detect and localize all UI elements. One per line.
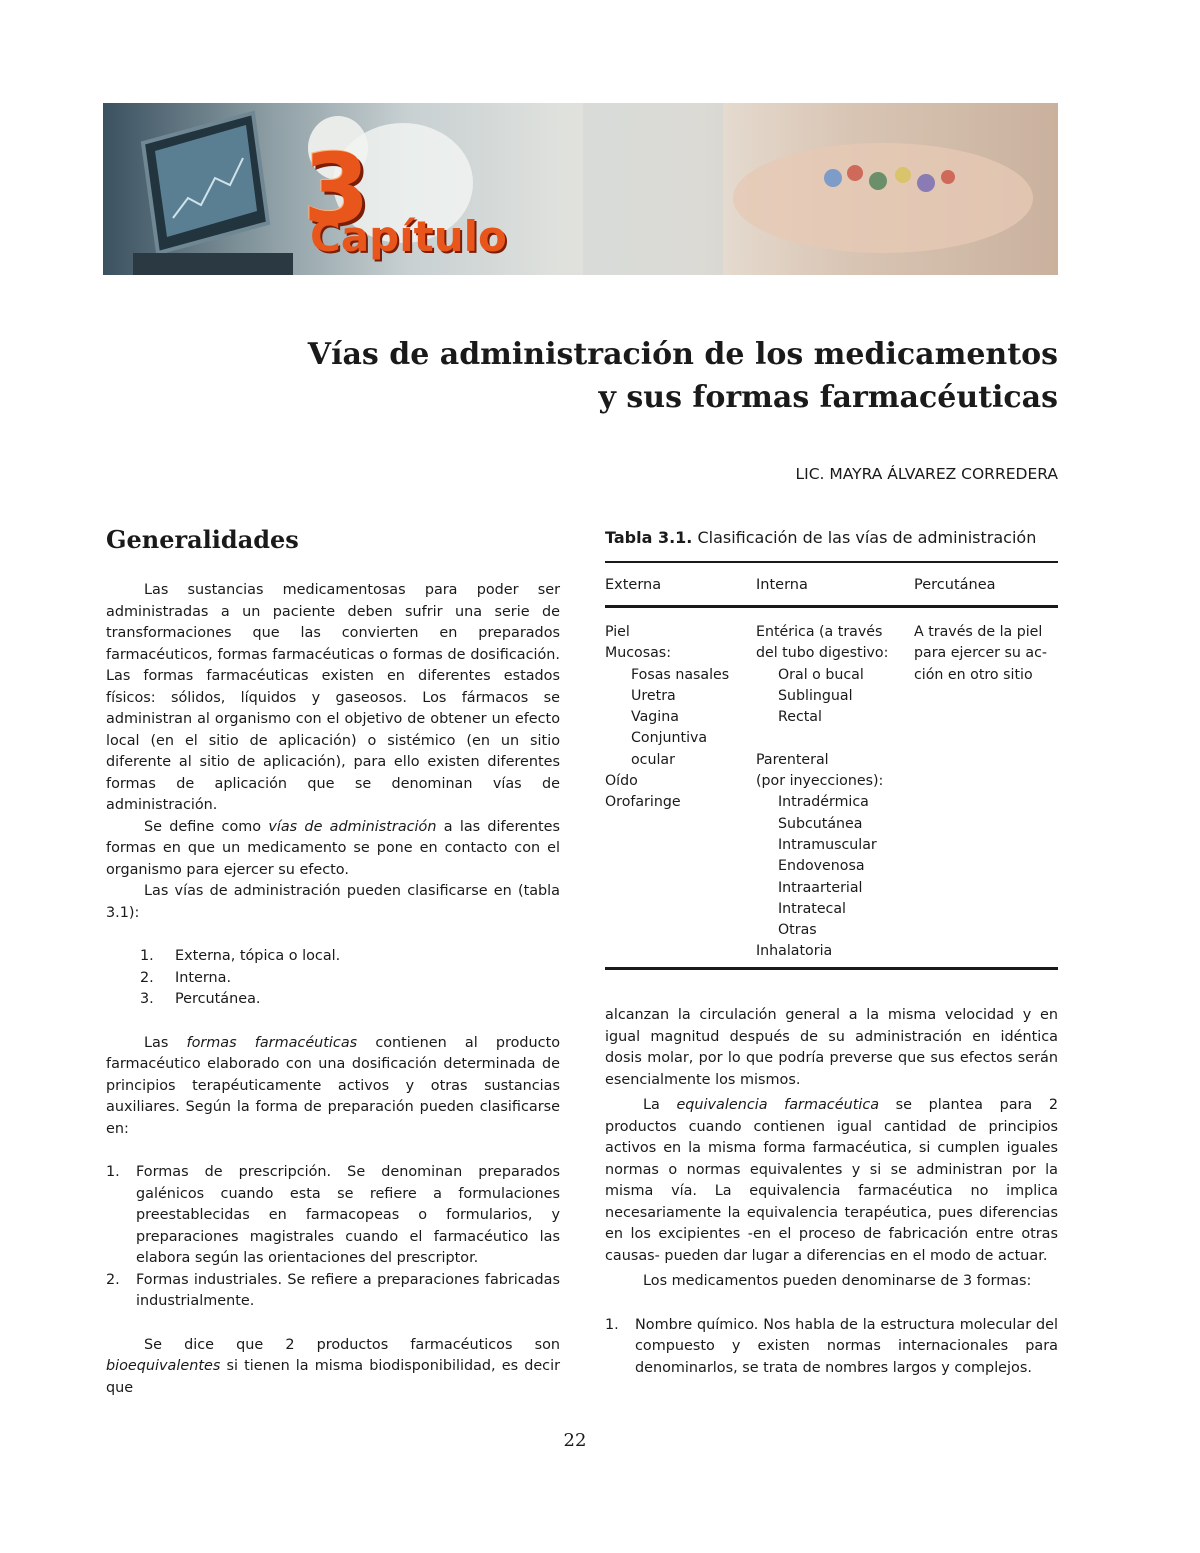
table-cell: Intradérmica — [778, 794, 869, 811]
table-cell: Intraarterial — [778, 879, 863, 896]
emphasis-text: formas farmacéuticas — [186, 1034, 358, 1051]
chapter-number: 3 — [303, 133, 370, 245]
paragraph — [106, 817, 560, 882]
paragraph: alcanzan la circulación general a la misma velocidad y en igual magnitud después de su administración en idéntica dosis molar, por lo que podría preverse que sus efectos serán esencialmente los mismos. — [605, 1007, 1058, 1088]
table-cell: Parenteral — [756, 751, 829, 768]
table-column-externa — [605, 622, 729, 814]
list-text: Externa, tópica o local. — [175, 948, 341, 964]
page-title — [308, 333, 1058, 419]
table-caption: Clasificación de las vías de administración — [697, 528, 1037, 547]
table-cell: Uretra — [631, 687, 676, 704]
list-text: Percutánea. — [175, 991, 261, 1007]
text-span: se plantea para 2 productos cuando contienen igual cantidad de principios activos en la misma forma farmacéutica, si cumplen iguales normas o normas equivalentes y si se administran por la misma vía. La equivalencia farmacéutica no implica necesariamente la equivalencia terapéutica, pues diferencias en los excipientes -en el proceso de fabricación entre otras causas- pueden dar lugar a diferencias en el modo de actuar. — [605, 1097, 1058, 1264]
table-header-rule — [605, 605, 1058, 608]
list-item — [140, 989, 560, 1011]
list-number: 2. — [140, 969, 154, 986]
emphasis-text: vías de administración — [268, 818, 437, 835]
author-name: LIC. MAYRA ÁLVAREZ CORREDERA — [795, 465, 1058, 483]
text-span: a las diferentes formas en que un medicamento se pone en contacto con el organismo para ejercer su efecto. — [106, 818, 561, 878]
routes-list — [106, 946, 560, 1011]
table-cell: ción en otro sitio — [914, 666, 1033, 683]
list-number: 2. — [106, 1271, 120, 1288]
paragraph: Las vías de administración pueden clasificarse en (tabla 3.1): — [106, 883, 560, 921]
list-text: Formas industriales. Se refiere a preparaciones fabricadas industrialmente. — [136, 1271, 560, 1309]
names-list — [605, 1315, 1058, 1380]
list-text: Interna. — [175, 969, 232, 986]
table-cell: del tubo digestivo: — [756, 645, 889, 662]
table-cell: Intramuscular — [778, 836, 877, 853]
text-span: Las — [144, 1034, 169, 1051]
table-cell: (por inyecciones): — [756, 773, 884, 790]
text-span: Se define como — [144, 818, 262, 835]
table-cell: Fosas nasales — [631, 666, 730, 683]
right-column — [605, 1005, 1058, 1379]
table-header-percutanea: Percutánea — [914, 577, 996, 593]
list-item — [140, 946, 560, 968]
table-cell: Vagina — [631, 709, 679, 726]
left-column — [106, 580, 560, 1399]
table-cell: Intratecal — [778, 900, 846, 917]
paragraph — [106, 1335, 560, 1400]
table-header-interna: Interna — [756, 577, 808, 593]
list-number: 1. — [605, 1316, 619, 1333]
list-number: 1. — [140, 948, 154, 964]
list-item — [106, 1162, 560, 1270]
table-cell: Piel — [605, 624, 630, 640]
page-number: 22 — [563, 1430, 587, 1451]
table-spacer — [756, 728, 888, 749]
table-column-interna — [756, 622, 888, 963]
table-cell: Mucosas: — [605, 645, 671, 662]
section-heading: Generalidades — [106, 525, 299, 554]
list-item — [106, 1270, 560, 1313]
table-cell: Endovenosa — [778, 858, 865, 875]
table-cell: Conjuntiva — [631, 730, 708, 747]
title-line-1: Vías de administración de los medicamentos — [307, 337, 1058, 372]
table-top-rule — [605, 561, 1058, 563]
table-cell: Oído — [605, 773, 638, 790]
table-cell: Inhalatoria — [756, 943, 833, 960]
table-cell: ocular — [631, 751, 675, 768]
list-item — [140, 968, 560, 990]
table-header-externa: Externa — [605, 577, 662, 593]
table-cell: Rectal — [778, 709, 822, 726]
text-span: contienen al producto farmacéutico elaborado con una dosificación determinada de principios terapéuticamente activos y otras sustancias auxiliares. Según la forma de preparación pueden clasificarse en: — [106, 1034, 561, 1137]
table-bottom-rule — [605, 967, 1058, 970]
chapter-word: Capítulo — [310, 212, 507, 261]
emphasis-text: bioequivalentes — [106, 1358, 221, 1374]
table-label: Tabla 3.1. — [605, 528, 693, 547]
table-cell: A través de la piel — [914, 624, 1043, 640]
table-cell: para ejercer su ac- — [914, 645, 1048, 662]
banner-illustration — [103, 103, 1058, 275]
text-span: Se dice que 2 productos farmacéuticos son — [144, 1336, 560, 1353]
table-cell: Otras — [778, 922, 817, 939]
table-title — [605, 528, 1036, 547]
table-cell: Entérica (a través — [756, 624, 883, 640]
paragraph: Las sustancias medicamentosas para poder ser administradas a un paciente deben sufrir una serie de transformaciones que las convierten en preparados farmacéuticos, formas farmacéuticas o formas de dosificación. Las formas farmacéuticas existen en diferentes estados físicos: sólidos, líquidos y gaseosos. Los fármacos se administran al organismo con el objetivo de obtener un efecto local (en el sitio de aplicación) o sistémico (en un sitio diferente al sitio de aplicación), para ello existen diferentes formas de aplicación que se denominan vías de administración. — [106, 582, 560, 813]
forms-list — [106, 1162, 560, 1313]
table-cell: Orofaringe — [605, 794, 681, 811]
table-cell: Sublingual — [778, 687, 853, 704]
title-line-2: y sus formas farmacéuticas — [598, 380, 1058, 415]
table-cell: Oral o bucal — [778, 666, 864, 683]
table-column-percutanea — [914, 622, 1047, 686]
list-number: 1. — [106, 1164, 120, 1180]
paragraph: Los medicamentos pueden denominarse de 3 formas: — [643, 1273, 1032, 1289]
list-text: Nombre químico. Nos habla de la estructura molecular del compuesto y existen normas internacionales para denominarlos, se trata de nombres largos y complejos. — [635, 1316, 1058, 1376]
paragraph — [605, 1095, 1058, 1267]
text-span: La — [643, 1097, 660, 1113]
table-cell: Subcutánea — [778, 815, 863, 832]
list-text: Formas de prescripción. Se denominan preparados galénicos cuando esta se refiere a formulaciones preestablecidas en farmacopeas o formularios, y preparaciones magistrales cuando el farmacéutico las elabora según las orientaciones del prescriptor. — [136, 1164, 560, 1266]
paragraph — [106, 1033, 560, 1141]
list-number: 3. — [140, 991, 154, 1007]
list-item — [605, 1315, 1058, 1380]
chapter-banner — [103, 103, 1058, 275]
text-span: si tienen la misma biodisponibilidad, es decir que — [106, 1358, 561, 1396]
emphasis-text: equivalencia farmacéutica — [676, 1097, 880, 1113]
